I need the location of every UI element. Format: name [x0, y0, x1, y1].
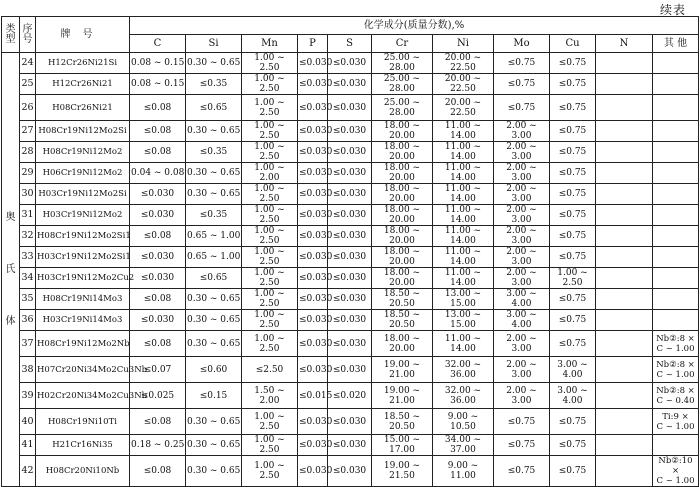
cell-cu: ≤0.75 — [550, 163, 596, 184]
cell-cu: ≤0.75 — [550, 53, 596, 74]
cell-p: ≤0.030 — [298, 74, 328, 95]
cell-cu: 3.00 ~ 4.00 — [550, 383, 596, 409]
cell-mn: 1.00 ~ 2.50 — [242, 456, 298, 487]
type-cell — [2, 53, 20, 487]
cell-ni: 11.00 ~ 14.00 — [433, 331, 494, 357]
cell-mo: 2.00 ~ 3.00 — [494, 121, 550, 142]
cell-si: 0.30 ~ 0.65 — [186, 53, 242, 74]
row-number: 29 — [20, 163, 36, 184]
cell-s: ≤0.030 — [328, 95, 372, 121]
row-number: 31 — [20, 205, 36, 226]
cell-c: ≤0.030 — [130, 184, 186, 205]
continued-label: 续表 — [659, 3, 686, 17]
cell-s: ≤0.030 — [328, 226, 372, 247]
cell-mn: 1.00 ~ 2.50 — [242, 331, 298, 357]
cell-cu: ≤0.75 — [550, 205, 596, 226]
grade-cell: H12Cr26Ni21 — [36, 74, 130, 95]
cell-n — [596, 142, 653, 163]
cell-mn: 1.00 ~ 2.50 — [242, 142, 298, 163]
cell-cu: ≤0.75 — [550, 74, 596, 95]
grade-cell: H08Cr19Ni10Ti — [36, 409, 130, 435]
cell-other: Ti:9 × C ~ 1.00 — [653, 409, 699, 435]
grade-cell: H08Cr19Ni12Mo2 — [36, 142, 130, 163]
cell-s: ≤0.020 — [328, 383, 372, 409]
cell-p: ≤0.030 — [298, 205, 328, 226]
cell-si: ≤0.15 — [186, 383, 242, 409]
row-number: 34 — [20, 268, 36, 289]
cell-mo: 2.00 ~ 3.00 — [494, 163, 550, 184]
cell-p: ≤0.030 — [298, 121, 328, 142]
cell-mn: 1.00 ~ 2.50 — [242, 247, 298, 268]
cell-n — [596, 331, 653, 357]
cell-cu: ≤0.75 — [550, 184, 596, 205]
cell-c: 0.18 ~ 0.25 — [130, 435, 186, 456]
header-type: 类 型 — [2, 17, 20, 53]
cell-ni: 11.00 ~ 14.00 — [433, 205, 494, 226]
cell-p: ≤0.030 — [298, 357, 328, 383]
cell-c: ≤0.030 — [130, 205, 186, 226]
cell-ni: 9.00 ~ 10.50 — [433, 409, 494, 435]
header-grade: 牌号 — [36, 17, 130, 53]
cell-ni: 11.00 ~ 14.00 — [433, 142, 494, 163]
cell-n — [596, 247, 653, 268]
cell-c: 0.04 ~ 0.08 — [130, 163, 186, 184]
column-header: Cr — [372, 35, 433, 53]
cell-mo: ≤0.75 — [494, 435, 550, 456]
cell-s: ≤0.030 — [328, 331, 372, 357]
cell-ni: 32.00 ~ 36.00 — [433, 383, 494, 409]
cell-mo: 3.00 ~ 4.00 — [494, 289, 550, 310]
row-number: 41 — [20, 435, 36, 456]
table-row — [2, 331, 699, 357]
cell-p: ≤0.030 — [298, 456, 328, 487]
cell-other — [653, 268, 699, 289]
row-number: 42 — [20, 456, 36, 487]
cell-cr: 18.00 ~ 20.00 — [372, 247, 433, 268]
cell-ni: 11.00 ~ 14.00 — [433, 268, 494, 289]
cell-ni: 11.00 ~ 14.00 — [433, 163, 494, 184]
cell-ni: 32.00 ~ 36.00 — [433, 357, 494, 383]
cell-other: Nb②:8 × C ~ 1.00 — [653, 331, 699, 357]
cell-p: ≤0.030 — [298, 289, 328, 310]
cell-other — [653, 435, 699, 456]
cell-mn: 1.00 ~ 2.50 — [242, 289, 298, 310]
cell-c: ≤0.030 — [130, 268, 186, 289]
header-chemical-composition: 化学成分(质量分数),% — [130, 17, 699, 35]
cell-mn: 1.00 ~ 2.50 — [242, 435, 298, 456]
column-header: Si — [186, 35, 242, 53]
cell-si: 0.65 ~ 1.00 — [186, 226, 242, 247]
cell-n — [596, 268, 653, 289]
row-number: 35 — [20, 289, 36, 310]
cell-n — [596, 289, 653, 310]
cell-p: ≤0.030 — [298, 163, 328, 184]
cell-p: ≤0.030 — [298, 53, 328, 74]
cell-mo: 2.00 ~ 3.00 — [494, 357, 550, 383]
cell-other — [653, 247, 699, 268]
column-header: Mn — [242, 35, 298, 53]
row-number: 38 — [20, 357, 36, 383]
cell-p: ≤0.030 — [298, 331, 328, 357]
cell-s: ≤0.030 — [328, 163, 372, 184]
cell-cr: 18.00 ~ 20.00 — [372, 331, 433, 357]
cell-ni: 20.00 ~ 22.50 — [433, 53, 494, 74]
cell-si: 0.30 ~ 0.65 — [186, 184, 242, 205]
cell-n — [596, 205, 653, 226]
cell-other: Nb②:10 × C ~ 1.00 — [653, 456, 699, 487]
cell-n — [596, 310, 653, 331]
cell-ni: 20.00 ~ 22.50 — [433, 95, 494, 121]
type-char: 氏 — [5, 263, 16, 275]
cell-c: ≤0.08 — [130, 409, 186, 435]
cell-mo: 3.00 ~ 4.00 — [494, 310, 550, 331]
cell-ni: 13.00 ~ 15.00 — [433, 310, 494, 331]
grade-cell: H03Cr19Ni12Mo2 — [36, 205, 130, 226]
cell-cr: 18.50 ~ 20.50 — [372, 289, 433, 310]
cell-cu: ≤0.75 — [550, 289, 596, 310]
cell-si: ≤0.35 — [186, 74, 242, 95]
cell-mo: 2.00 ~ 3.00 — [494, 184, 550, 205]
cell-si: ≤0.60 — [186, 357, 242, 383]
grade-cell: H21Cr16Ni35 — [36, 435, 130, 456]
cell-cr: 15.00 ~ 17.00 — [372, 435, 433, 456]
table-row — [2, 357, 699, 383]
cell-cu: ≤0.75 — [550, 456, 596, 487]
cell-other — [653, 53, 699, 74]
table-row — [2, 247, 699, 268]
cell-p: ≤0.030 — [298, 435, 328, 456]
cell-si: 0.30 ~ 0.65 — [186, 289, 242, 310]
cell-other — [653, 74, 699, 95]
grade-cell: H03Cr19Ni12Mo2Si1 — [36, 247, 130, 268]
cell-s: ≤0.030 — [328, 310, 372, 331]
cell-mo: ≤0.75 — [494, 95, 550, 121]
cell-other — [653, 184, 699, 205]
grade-cell: H08Cr19Ni12Mo2Nb — [36, 331, 130, 357]
table-row — [2, 95, 699, 121]
cell-c: ≤0.08 — [130, 95, 186, 121]
grade-cell: H08Cr19Ni12Mo2Si1 — [36, 226, 130, 247]
row-number: 24 — [20, 53, 36, 74]
cell-s: ≤0.030 — [328, 121, 372, 142]
cell-s: ≤0.030 — [328, 74, 372, 95]
cell-cr: 18.50 ~ 20.50 — [372, 310, 433, 331]
cell-n — [596, 184, 653, 205]
cell-cu: ≤0.75 — [550, 409, 596, 435]
table-row — [2, 268, 699, 289]
cell-p: ≤0.030 — [298, 268, 328, 289]
cell-cr: 18.00 ~ 20.00 — [372, 142, 433, 163]
cell-c: ≤0.025 — [130, 383, 186, 409]
cell-mn: 1.00 ~ 2.50 — [242, 310, 298, 331]
grade-cell: H08Cr19Ni12Mo2Si — [36, 121, 130, 142]
cell-ni: 11.00 ~ 14.00 — [433, 247, 494, 268]
cell-si: 0.30 ~ 0.65 — [186, 121, 242, 142]
cell-s: ≤0.030 — [328, 357, 372, 383]
cell-mn: 1.00 ~ 2.00 — [242, 163, 298, 184]
cell-p: ≤0.030 — [298, 310, 328, 331]
cell-cr: 18.00 ~ 20.00 — [372, 163, 433, 184]
cell-other — [653, 142, 699, 163]
cell-mo: ≤0.75 — [494, 53, 550, 74]
cell-ni: 11.00 ~ 14.00 — [433, 121, 494, 142]
cell-c: ≤0.08 — [130, 456, 186, 487]
cell-mo: 2.00 ~ 3.00 — [494, 226, 550, 247]
grade-cell: H03Cr19Ni14Mo3 — [36, 310, 130, 331]
column-header: N — [596, 35, 653, 53]
table-row — [2, 121, 699, 142]
table-row — [2, 383, 699, 409]
cell-mo: 2.00 ~ 3.00 — [494, 383, 550, 409]
cell-mn: 1.00 ~ 2.50 — [242, 226, 298, 247]
cell-s: ≤0.030 — [328, 53, 372, 74]
cell-s: ≤0.030 — [328, 289, 372, 310]
cell-s: ≤0.030 — [328, 184, 372, 205]
row-number: 37 — [20, 331, 36, 357]
cell-p: ≤0.030 — [298, 247, 328, 268]
column-header: Ni — [433, 35, 494, 53]
grade-cell: H08Cr19Ni14Mo3 — [36, 289, 130, 310]
column-header: S — [328, 35, 372, 53]
row-number: 25 — [20, 74, 36, 95]
cell-mo: 2.00 ~ 3.00 — [494, 247, 550, 268]
cell-si: 0.30 ~ 0.65 — [186, 310, 242, 331]
column-header: C — [130, 35, 186, 53]
cell-n — [596, 163, 653, 184]
cell-n — [596, 357, 653, 383]
grade-cell: H06Cr19Ni12Mo2 — [36, 163, 130, 184]
cell-other: Nb②:8 × C ~ 1.00 — [653, 357, 699, 383]
cell-c: ≤0.08 — [130, 331, 186, 357]
cell-ni: 11.00 ~ 14.00 — [433, 184, 494, 205]
cell-cu: ≤0.75 — [550, 142, 596, 163]
cell-ni: 34.00 ~ 37.00 — [433, 435, 494, 456]
cell-cr: 19.00 ~ 21.00 — [372, 357, 433, 383]
row-number: 26 — [20, 95, 36, 121]
cell-other — [653, 121, 699, 142]
cell-mn: 1.00 ~ 2.50 — [242, 205, 298, 226]
cell-mo: 2.00 ~ 3.00 — [494, 205, 550, 226]
cell-c: ≤0.07 — [130, 357, 186, 383]
table-row — [2, 456, 699, 487]
cell-cr: 19.00 ~ 21.50 — [372, 456, 433, 487]
cell-s: ≤0.030 — [328, 456, 372, 487]
cell-n — [596, 95, 653, 121]
cell-p: ≤0.030 — [298, 184, 328, 205]
cell-mn: 1.00 ~ 2.50 — [242, 74, 298, 95]
table-row — [2, 226, 699, 247]
table-row — [2, 409, 699, 435]
column-header: P — [298, 35, 328, 53]
cell-c: ≤0.030 — [130, 247, 186, 268]
cell-c: ≤0.08 — [130, 121, 186, 142]
table-row — [2, 310, 699, 331]
cell-si: ≤0.65 — [186, 95, 242, 121]
cell-s: ≤0.030 — [328, 205, 372, 226]
composition-table — [1, 16, 699, 487]
row-number: 40 — [20, 409, 36, 435]
cell-si: ≤0.65 — [186, 268, 242, 289]
column-header: 其 他 — [653, 35, 699, 53]
cell-cr: 19.00 ~ 21.00 — [372, 383, 433, 409]
cell-mn: 1.00 ~ 2.50 — [242, 121, 298, 142]
grade-cell: H03Cr19Ni12Mo2Si — [36, 184, 130, 205]
cell-cu: ≤0.75 — [550, 331, 596, 357]
grade-cell: H02Cr20Ni34Mo2Cu3Nb — [36, 383, 130, 409]
row-number: 32 — [20, 226, 36, 247]
cell-n — [596, 383, 653, 409]
cell-mn: 1.00 ~ 2.50 — [242, 53, 298, 74]
cell-ni: 11.00 ~ 14.00 — [433, 226, 494, 247]
cell-cr: 18.00 ~ 20.00 — [372, 184, 433, 205]
cell-mo: 2.00 ~ 3.00 — [494, 331, 550, 357]
cell-other — [653, 205, 699, 226]
table-row — [2, 289, 699, 310]
cell-cu: 1.00 ~ 2.50 — [550, 268, 596, 289]
table-row — [2, 53, 699, 74]
table-row — [2, 435, 699, 456]
cell-n — [596, 409, 653, 435]
cell-cr: 18.00 ~ 20.00 — [372, 121, 433, 142]
grade-cell: H03Cr19Ni12Mo2Cu2 — [36, 268, 130, 289]
row-number: 39 — [20, 383, 36, 409]
cell-c: ≤0.08 — [130, 226, 186, 247]
cell-n — [596, 226, 653, 247]
cell-other — [653, 310, 699, 331]
row-number: 28 — [20, 142, 36, 163]
cell-c: ≤0.08 — [130, 289, 186, 310]
type-char: 奥 — [5, 211, 16, 223]
row-number: 33 — [20, 247, 36, 268]
cell-c: 0.08 ~ 0.15 — [130, 53, 186, 74]
cell-p: ≤0.030 — [298, 142, 328, 163]
grade-cell: H07Cr20Ni34Mo2Cu3Nb — [36, 357, 130, 383]
cell-p: ≤0.030 — [298, 226, 328, 247]
cell-c: ≤0.030 — [130, 310, 186, 331]
cell-si: 0.30 ~ 0.65 — [186, 331, 242, 357]
cell-mn: 1.00 ~ 2.50 — [242, 184, 298, 205]
cell-cr: 18.00 ~ 20.00 — [372, 205, 433, 226]
cell-mn: 1.00 ~ 2.50 — [242, 95, 298, 121]
cell-cu: 3.00 ~ 4.00 — [550, 357, 596, 383]
grade-cell: H12Cr26Ni21Si — [36, 53, 130, 74]
cell-mn: 1.00 ~ 2.50 — [242, 268, 298, 289]
cell-ni: 9.00 ~ 11.00 — [433, 456, 494, 487]
cell-cu: ≤0.75 — [550, 310, 596, 331]
cell-s: ≤0.030 — [328, 268, 372, 289]
row-number: 36 — [20, 310, 36, 331]
cell-s: ≤0.030 — [328, 435, 372, 456]
cell-mo: 2.00 ~ 3.00 — [494, 268, 550, 289]
cell-s: ≤0.030 — [328, 247, 372, 268]
type-char: 体 — [5, 315, 16, 327]
table-row — [2, 74, 699, 95]
cell-p: ≤0.015 — [298, 383, 328, 409]
cell-si: 0.65 ~ 1.00 — [186, 247, 242, 268]
cell-n — [596, 121, 653, 142]
cell-other — [653, 95, 699, 121]
column-header: Cu — [550, 35, 596, 53]
cell-ni: 20.00 ~ 22.50 — [433, 74, 494, 95]
cell-other — [653, 163, 699, 184]
cell-cu: ≤0.75 — [550, 226, 596, 247]
cell-cr: 25.00 ~ 28.00 — [372, 74, 433, 95]
cell-other: Nb②:8 × C ~ 0.40 — [653, 383, 699, 409]
cell-cu: ≤0.75 — [550, 435, 596, 456]
cell-n — [596, 74, 653, 95]
cell-mo: ≤0.75 — [494, 456, 550, 487]
header-no: 序 号 — [20, 17, 36, 53]
cell-cu: ≤0.75 — [550, 121, 596, 142]
cell-cr: 18.00 ~ 20.00 — [372, 226, 433, 247]
cell-other — [653, 289, 699, 310]
cell-si: ≤0.35 — [186, 205, 242, 226]
row-number: 30 — [20, 184, 36, 205]
cell-cr: 25.00 ~ 28.00 — [372, 53, 433, 74]
cell-si: 0.30 ~ 0.65 — [186, 163, 242, 184]
cell-mn: ≤2.50 — [242, 357, 298, 383]
grade-cell: H08Cr26Ni21 — [36, 95, 130, 121]
cell-mn: 1.50 ~ 2.00 — [242, 383, 298, 409]
cell-s: ≤0.030 — [328, 409, 372, 435]
cell-cr: 18.50 ~ 20.50 — [372, 409, 433, 435]
cell-si: 0.30 ~ 0.65 — [186, 456, 242, 487]
cell-p: ≤0.030 — [298, 95, 328, 121]
cell-c: ≤0.08 — [130, 142, 186, 163]
cell-mo: ≤0.75 — [494, 409, 550, 435]
cell-cu: ≤0.75 — [550, 95, 596, 121]
cell-mn: 1.00 ~ 2.50 — [242, 409, 298, 435]
table-row — [2, 205, 699, 226]
row-number: 27 — [20, 121, 36, 142]
cell-si: 0.30 ~ 0.65 — [186, 435, 242, 456]
cell-mo: 2.00 ~ 3.00 — [494, 142, 550, 163]
cell-p: ≤0.030 — [298, 409, 328, 435]
cell-c: 0.08 ~ 0.15 — [130, 74, 186, 95]
cell-ni: 13.00 ~ 15.00 — [433, 289, 494, 310]
grade-cell: H08Cr20Ni10Nb — [36, 456, 130, 487]
cell-mo: ≤0.75 — [494, 74, 550, 95]
cell-cu: ≤0.75 — [550, 247, 596, 268]
cell-other — [653, 226, 699, 247]
cell-n — [596, 435, 653, 456]
table-row — [2, 163, 699, 184]
cell-cr: 18.00 ~ 20.00 — [372, 268, 433, 289]
table-row — [2, 142, 699, 163]
column-header: Mo — [494, 35, 550, 53]
table-row — [2, 184, 699, 205]
cell-n — [596, 456, 653, 487]
cell-n — [596, 53, 653, 74]
cell-cr: 25.00 ~ 28.00 — [372, 95, 433, 121]
cell-s: ≤0.030 — [328, 142, 372, 163]
cell-si: ≤0.35 — [186, 142, 242, 163]
cell-si: 0.30 ~ 0.65 — [186, 409, 242, 435]
